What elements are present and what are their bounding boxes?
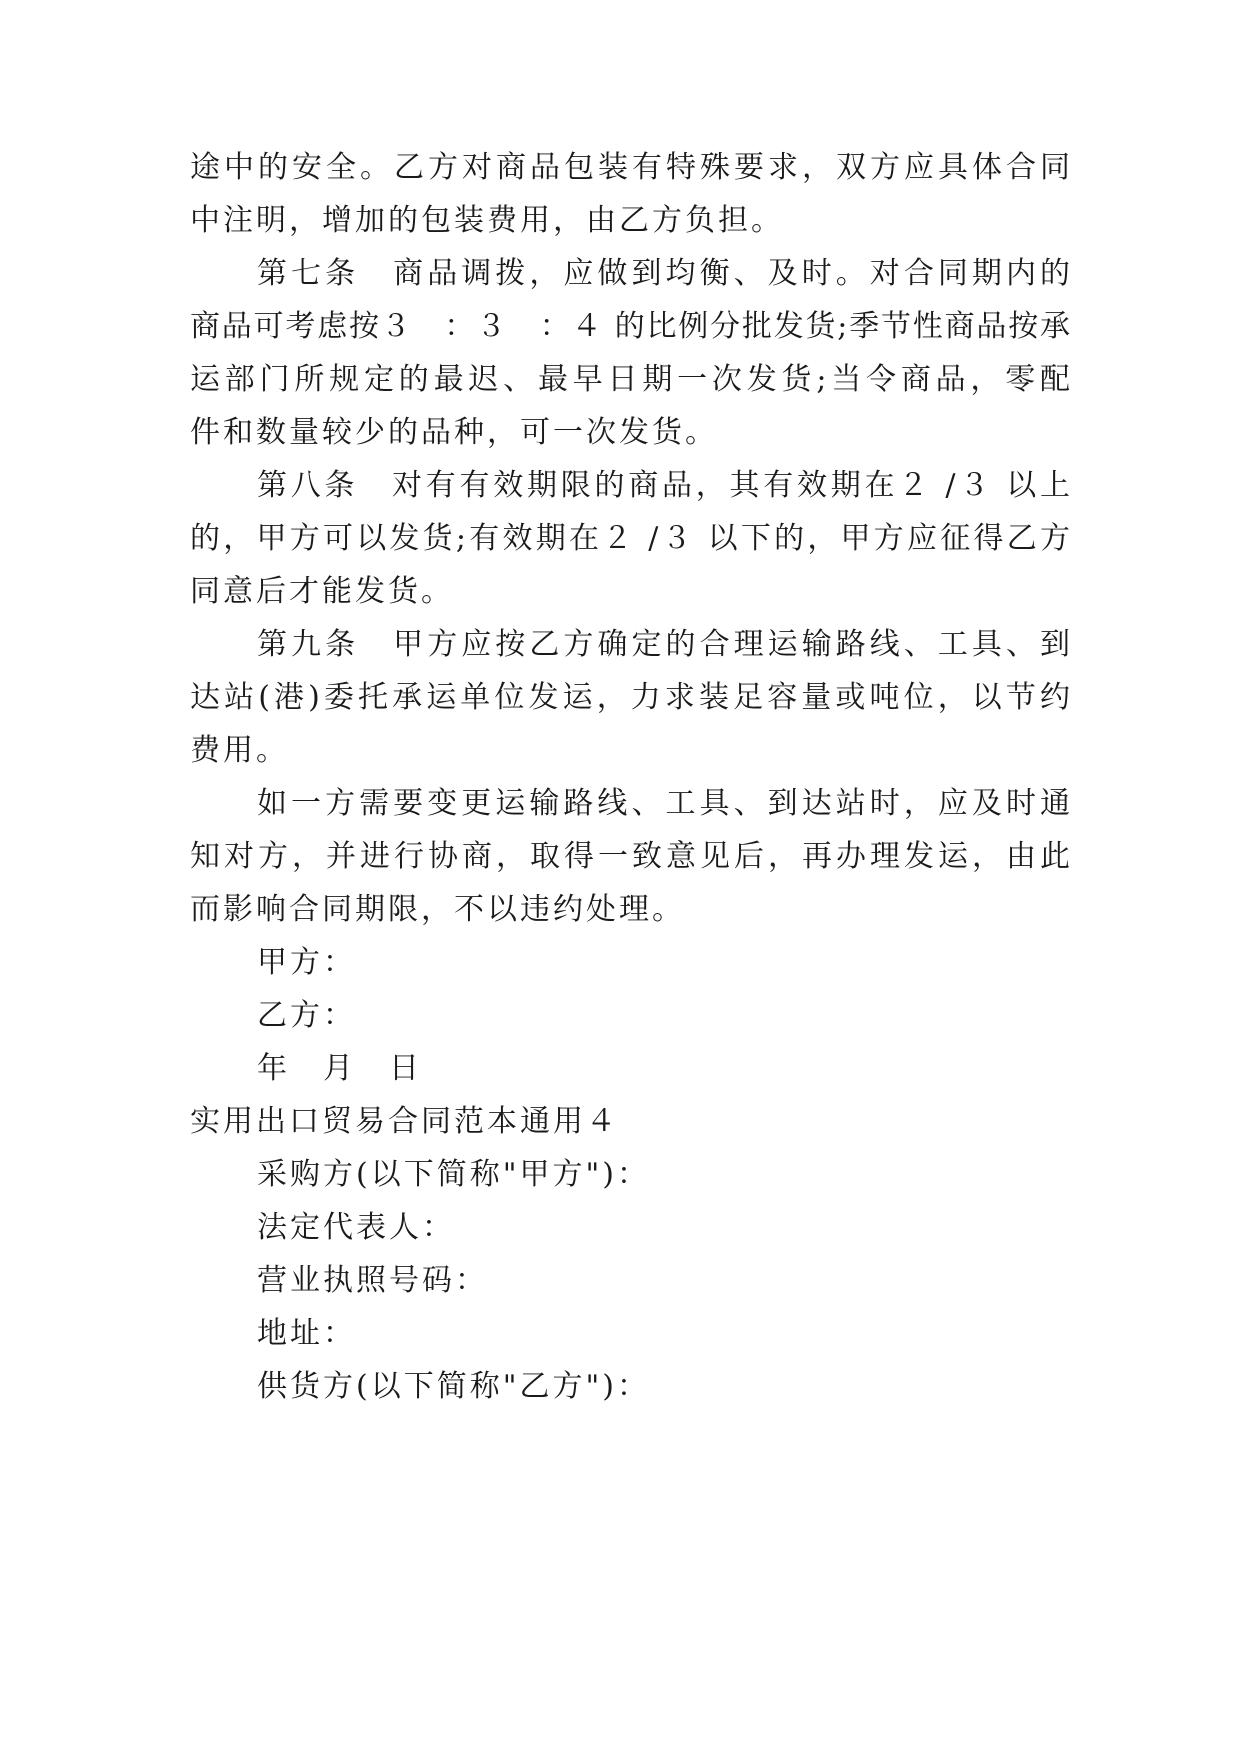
supplier-label: 供货方(以下简称"乙方")：	[257, 1369, 651, 1404]
article-9-line: 第九条 甲方应按乙方确定的合理运输路线、工具、到	[257, 627, 1070, 662]
paragraph-line: 的，甲方可以发货;有效期在２ /３ 以下的，甲方应征得乙方	[190, 521, 1070, 556]
legal-representative-label: 法定代表人：	[257, 1210, 455, 1245]
paragraph-line: 费用。	[190, 733, 289, 768]
paragraph-line: 运部门所规定的最迟、最早日期一次发货;当令商品，零配	[190, 362, 1070, 397]
paragraph-line: 而影响合同期限，不以违约处理。	[190, 892, 685, 927]
date-line: 年 月 日	[257, 1051, 422, 1086]
paragraph-line: 如一方需要变更运输路线、工具、到达站时，应及时通	[257, 786, 1070, 821]
buyer-label: 采购方(以下简称"甲方")：	[257, 1157, 651, 1192]
address-label: 地址：	[257, 1316, 356, 1351]
paragraph-line: 商品可考虑按３ ：３ ：４ 的比例分批发货;季节性商品按承	[190, 309, 1070, 344]
party-a-signature-label: 甲方：	[257, 945, 356, 980]
party-b-signature-label: 乙方：	[257, 998, 356, 1033]
paragraph-line: 件和数量较少的品种，可一次发货。	[190, 415, 718, 450]
article-7-line: 第七条 商品调拨，应做到均衡、及时。对合同期内的	[257, 256, 1070, 291]
business-license-label: 营业执照号码：	[257, 1263, 488, 1298]
article-8-line: 第八条 对有有效期限的商品，其有效期在２ /３ 以上	[257, 468, 1070, 503]
paragraph-line: 知对方，并进行协商，取得一致意见后，再办理发运，由此	[190, 839, 1070, 874]
paragraph-line: 达站(港)委托承运单位发运，力求装足容量或吨位，以节约	[190, 680, 1070, 715]
paragraph-line: 途中的安全。乙方对商品包装有特殊要求，双方应具体合同	[190, 150, 1070, 185]
paragraph-line: 同意后才能发货。	[190, 574, 454, 609]
section-title: 实用出口贸易合同范本通用４	[190, 1104, 619, 1139]
paragraph-line: 中注明，增加的包装费用，由乙方负担。	[190, 203, 784, 238]
